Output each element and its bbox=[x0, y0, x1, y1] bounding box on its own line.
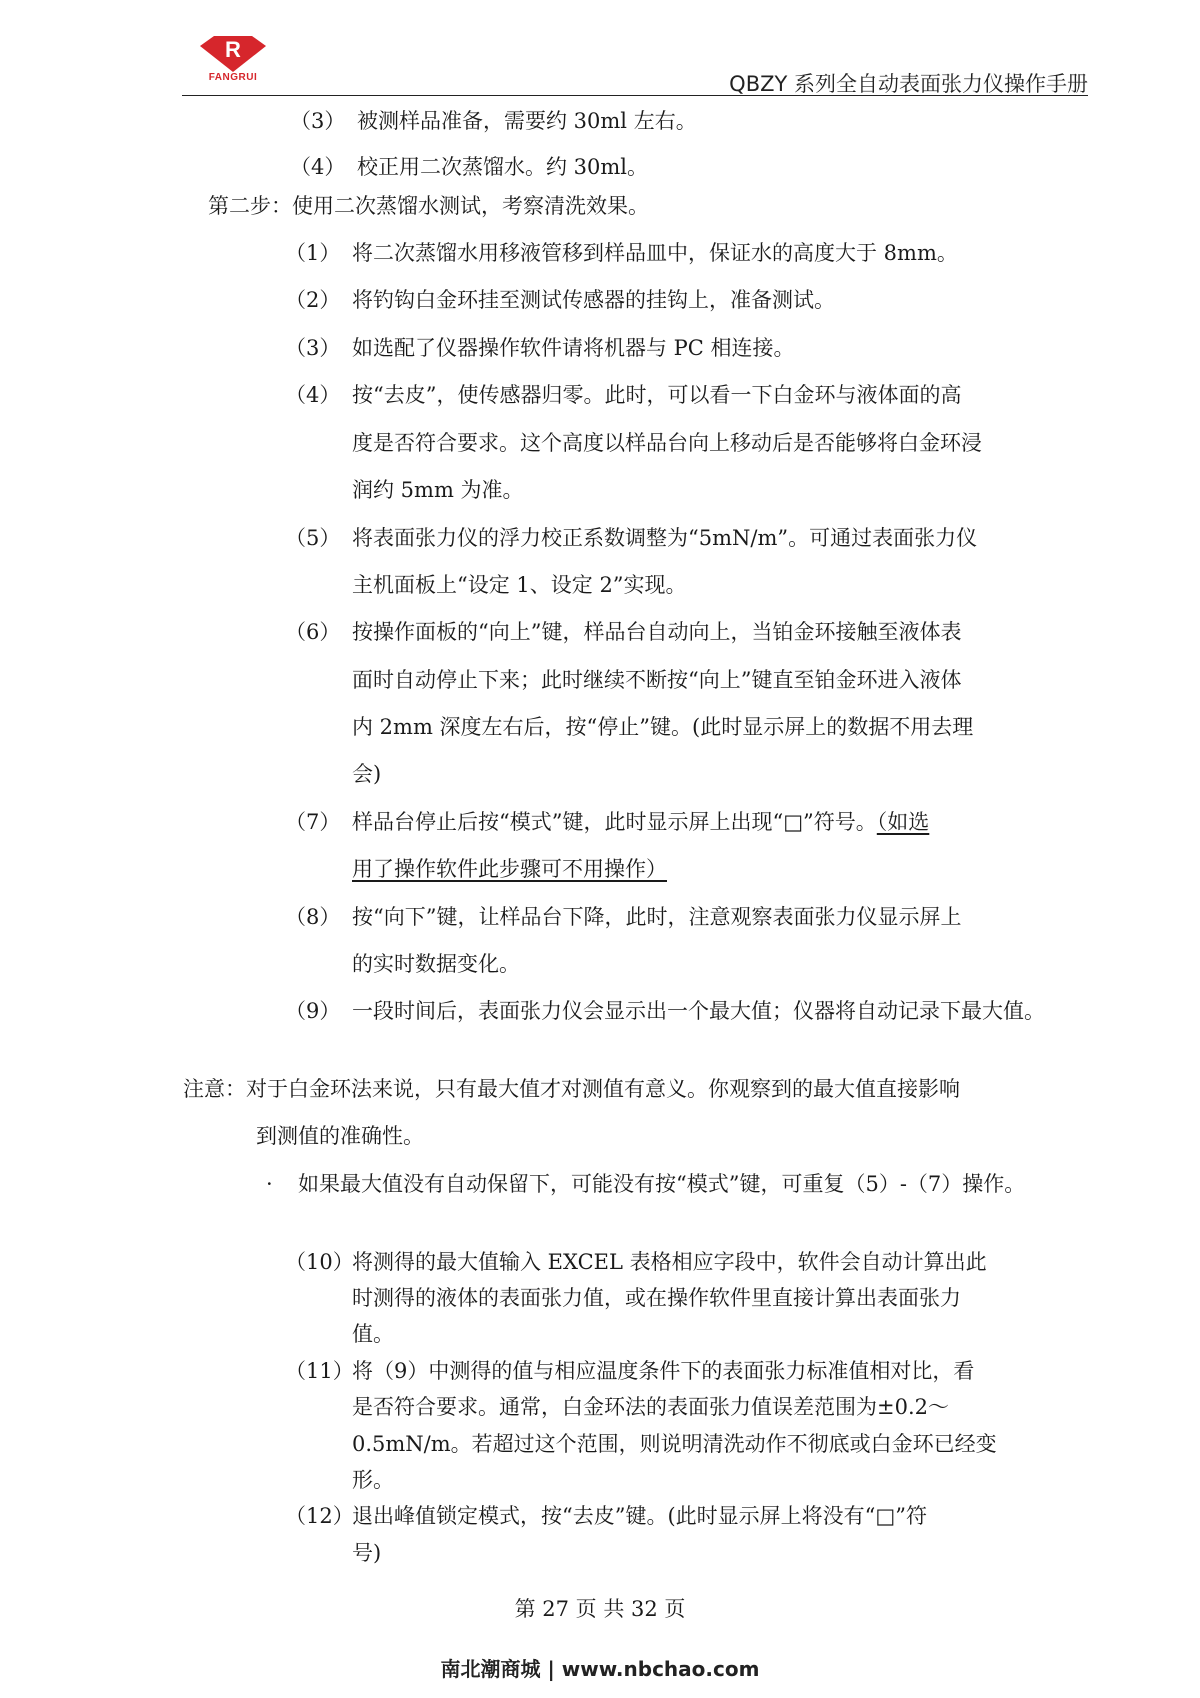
item-11-line-2: 是否符合要求。通常，白金环法的表面张力值误差范围为±0.2～ bbox=[352, 1395, 949, 1419]
step2-item-6-number: （6） bbox=[285, 620, 341, 644]
item-12-line-2: 号) bbox=[352, 1541, 382, 1565]
step2-item-4-line-2: 度是否符合要求。这个高度以样品台向上移动后是否能够将白金环浸 bbox=[352, 431, 982, 455]
step2-item-6-line-1: 按操作面板的“向上”键，样品台自动向上，当铂金环接触至液体表 bbox=[352, 620, 962, 644]
step2-item-3-number: （3） bbox=[285, 336, 341, 360]
step2-item-7-line-1 bbox=[352, 810, 929, 835]
step2-item-1-line-1: 将二次蒸馏水用移液管移到样品皿中，保证水的高度大于 8mm。 bbox=[352, 241, 958, 265]
step2-item-7-text: 样品台停止后按“模式”键，此时显示屏上出现“□”符号。 bbox=[352, 810, 877, 834]
step2-item-5-line-2: 主机面板上“设定 1、设定 2”实现。 bbox=[352, 573, 687, 597]
step2-item-7-line-2: 用了操作软件此步骤可不用操作） bbox=[352, 857, 667, 881]
step2-item-6-line-2: 面时自动停止下来；此时继续不断按“向上”键直至铂金环进入液体 bbox=[352, 668, 962, 692]
header-divider bbox=[182, 95, 1088, 96]
step2-item-8-line-1: 按“向下”键，让样品台下降，此时，注意观察表面张力仪显示屏上 bbox=[352, 905, 962, 929]
prep-item-3-text: 被测样品准备，需要约 30ml 左右。 bbox=[357, 109, 697, 133]
prep-item-3-number: （3） bbox=[290, 109, 346, 133]
step2-item-1-number: （1） bbox=[285, 241, 341, 265]
step2-item-2-line-1: 将钓钩白金环挂至测试传感器的挂钩上，准备测试。 bbox=[352, 288, 835, 312]
prep-item-4-text: 校正用二次蒸馏水。约 30ml。 bbox=[357, 155, 649, 179]
step2-item-8-line-2: 的实时数据变化。 bbox=[352, 952, 520, 976]
item-11-line-3: 0.5mN/m。若超过这个范围，则说明清洗动作不彻底或白金环已经变 bbox=[352, 1432, 997, 1456]
site-watermark: 南北潮商城 | www.nbchao.com bbox=[440, 1657, 760, 1681]
item-11-line-1: 将（9）中测得的值与相应温度条件下的表面张力标准值相对比，看 bbox=[352, 1359, 975, 1383]
item-12-number: （12） bbox=[285, 1504, 354, 1528]
step2-item-9-line-1: 一段时间后，表面张力仪会显示出一个最大值；仪器将自动记录下最大值。 bbox=[352, 999, 1045, 1023]
step2-item-7-number: （7） bbox=[285, 810, 341, 834]
step2-item-7-underlined-note: （如选 bbox=[876, 810, 930, 834]
step2-item-2-number: （2） bbox=[285, 288, 341, 312]
step2-item-9-number: （9） bbox=[285, 999, 341, 1023]
item-12-line-1: 退出峰值锁定模式，按“去皮”键。(此时显示屏上将没有“□”符 bbox=[352, 1504, 927, 1528]
svg-text:R: R bbox=[225, 37, 241, 62]
step2-item-4-line-3: 润约 5mm 为准。 bbox=[352, 478, 524, 502]
note-line-1: 注意：对于白金环法来说，只有最大值才对测值有意义。你观察到的最大值直接影响 bbox=[183, 1077, 960, 1101]
step2-item-5-number: （5） bbox=[285, 526, 341, 550]
step2-item-8-number: （8） bbox=[285, 905, 341, 929]
item-10-number: （10） bbox=[285, 1250, 354, 1274]
step2-item-6-line-4: 会) bbox=[352, 762, 382, 786]
step-2-heading: 第二步：使用二次蒸馏水测试，考察清洗效果。 bbox=[208, 194, 649, 218]
item-10-line-1: 将测得的最大值输入 EXCEL 表格相应字段中，软件会自动计算出此 bbox=[352, 1250, 987, 1274]
logo-text: FANGRUI bbox=[208, 72, 258, 83]
logo-mark-icon bbox=[196, 34, 270, 74]
step2-item-3-line-1: 如选配了仪器操作软件请将机器与 PC 相连接。 bbox=[352, 336, 795, 360]
page-number: 第 27 页 共 32 页 bbox=[514, 1597, 686, 1621]
item-11-number: （11） bbox=[285, 1359, 354, 1383]
note-bullet: · bbox=[266, 1172, 273, 1196]
fangrui-logo bbox=[196, 34, 270, 86]
prep-item-4-number: （4） bbox=[290, 155, 346, 179]
step2-item-6-line-3: 内 2mm 深度左右后，按“停止”键。(此时显示屏上的数据不用去理 bbox=[352, 715, 974, 739]
note-bullet-text: 如果最大值没有自动保留下，可能没有按“模式”键，可重复（5）-（7）操作。 bbox=[298, 1172, 1026, 1196]
step2-item-4-line-1: 按“去皮”，使传感器归零。此时，可以看一下白金环与液体面的高 bbox=[352, 383, 962, 407]
item-10-line-3: 值。 bbox=[352, 1322, 394, 1346]
note-line-2: 到测值的准确性。 bbox=[256, 1124, 424, 1148]
item-11-line-4: 形。 bbox=[352, 1468, 394, 1492]
item-10-line-2: 时测得的液体的表面张力值，或在操作软件里直接计算出表面张力 bbox=[352, 1286, 961, 1310]
step2-item-5-line-1: 将表面张力仪的浮力校正系数调整为“5mN/m”。可通过表面张力仪 bbox=[352, 526, 978, 550]
step2-item-4-number: （4） bbox=[285, 383, 341, 407]
manual-title: QBZY 系列全自动表面张力仪操作手册 bbox=[729, 72, 1088, 96]
